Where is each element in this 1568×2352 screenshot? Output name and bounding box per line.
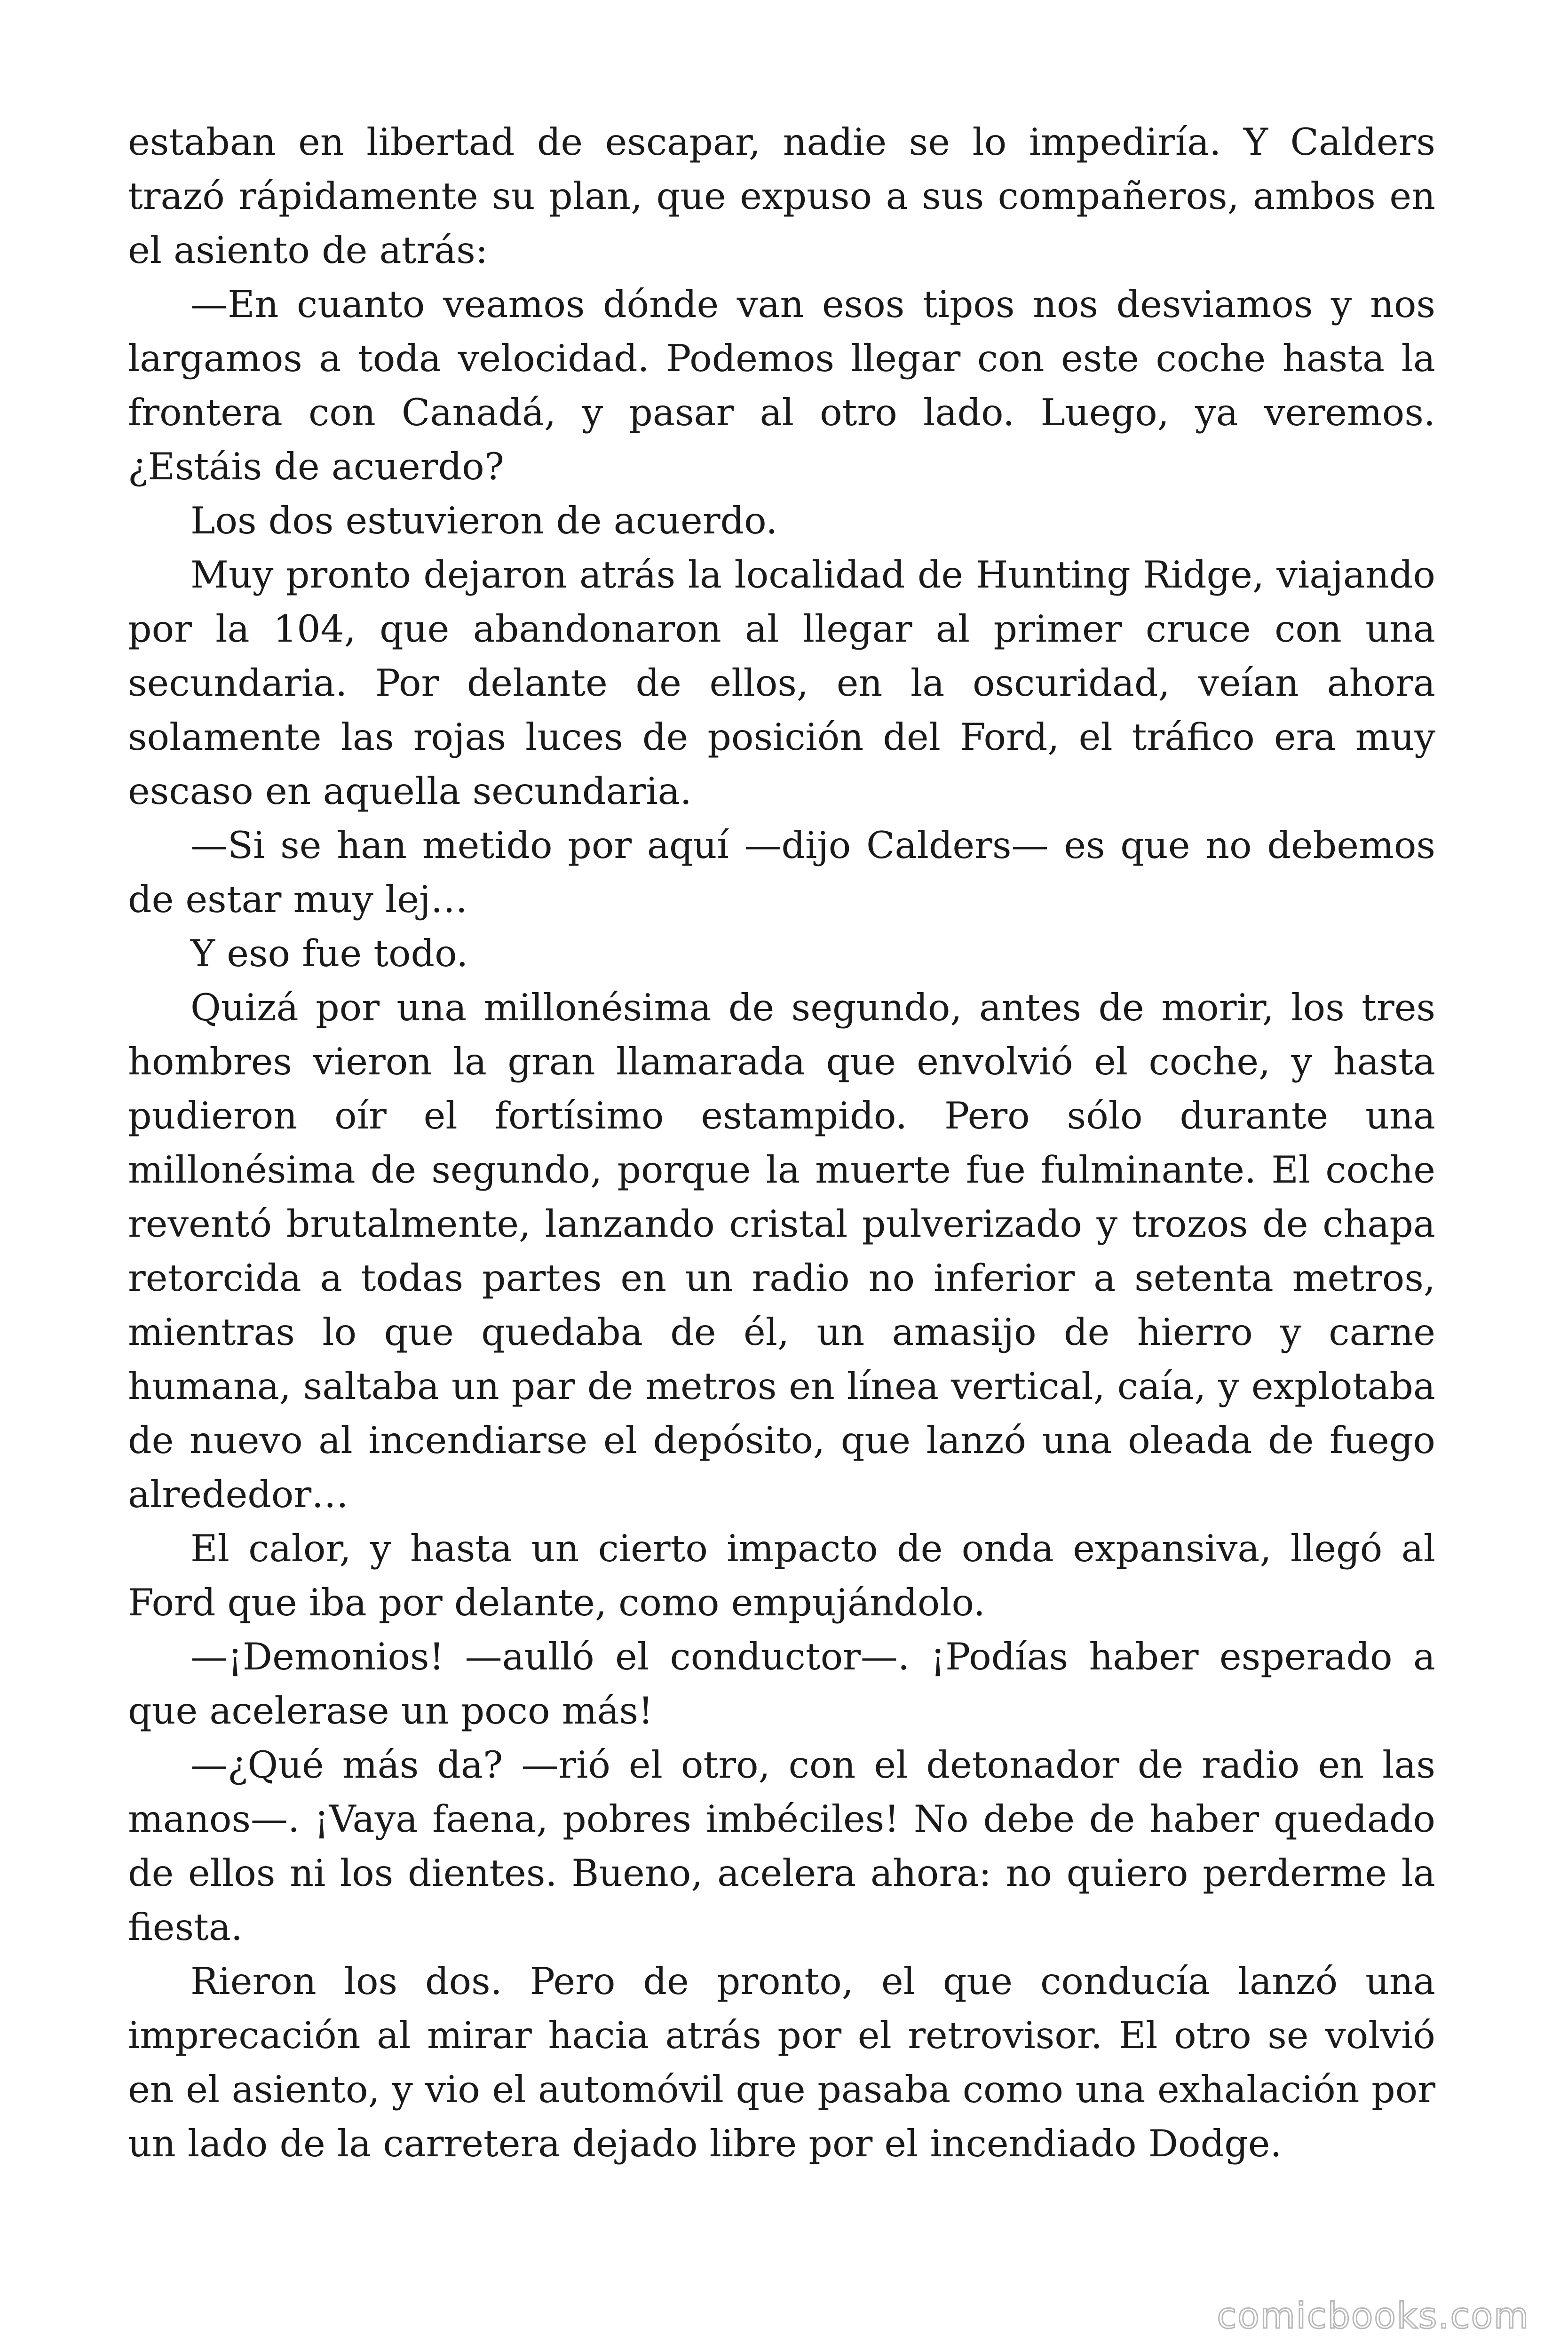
paragraph: estaban en libertad de escapar, nadie se lo impediría. Y Calders trazó rápidamente su plan, que expuso a sus compañeros, ambos en el asiento de atrás: bbox=[128, 120, 1435, 272]
paragraph: Rieron los dos. Pero de pronto, el que conducía lanzó una imprecación al mirar hacia atrás por el retrovisor. El otro se volvió en el asiento, y vio el automóvil que pasaba como una exhalación por un lado de la carretera dejado libre por el incendiado Dodge. bbox=[128, 1960, 1435, 2165]
paragraph: Muy pronto dejaron atrás la localidad de Hunting Ridge, viajando por la 104, que abandonaron al llegar al primer cruce con una secundaria. Por delante de ellos, en la oscuridad, veían ahora solamente las rojas luces de posición del Ford, el tráfico era muy escaso en aquella secundaria. bbox=[128, 553, 1435, 813]
paragraph: Y eso fue todo. bbox=[190, 932, 468, 975]
watermark: comicbooks.com bbox=[1217, 2295, 1529, 2336]
paragraph: El calor, y hasta un cierto impacto de onda expansiva, llegó al Ford que iba por delante, como empujándolo. bbox=[128, 1527, 1435, 1624]
body-text bbox=[128, 115, 1435, 2171]
paragraph: —¡Demonios! —aulló el conductor—. ¡Podías haber esperado a que acelerase un poco más! bbox=[128, 1635, 1435, 1732]
paragraph: —Si se han metido por aquí —dijo Calders— es que no debemos de estar muy lej… bbox=[128, 824, 1435, 921]
paragraph: —En cuanto veamos dónde van esos tipos nos desviamos y nos largamos a toda velocidad. Podemos llegar con este coche hasta la frontera con Canadá, y pasar al otro lado. Luego, ya veremos. ¿Estáis de acuerdo? bbox=[128, 283, 1435, 488]
paragraph: Los dos estuvieron de acuerdo. bbox=[190, 499, 778, 542]
paragraph: Quizá por una millonésima de segundo, antes de morir, los tres hombres vieron la gran llamarada que envolvió el coche, y hasta pudieron oír el fortísimo estampido. Pero sólo durante una millonésima de segundo, porque la muerte fue fulminante. El coche reventó brutalmente, lanzando cristal pulverizado y trozos de chapa retorcida a todas partes en un radio no inferior a setenta metros, mientras lo que quedaba de él, un amasijo de hierro y carne humana, saltaba un par de metros en línea vertical, caía, y explotaba de nuevo al incendiarse el depósito, que lanzó una oleada de fuego alrededor… bbox=[128, 986, 1435, 1516]
paragraph: —¿Qué más da? —rió el otro, con el detonador de radio en las manos—. ¡Vaya faena, pobres imbéciles! No debe de haber quedado de ellos ni los dientes. Bueno, acelera ahora: no quiero perderme la fiesta. bbox=[128, 1743, 1435, 1949]
